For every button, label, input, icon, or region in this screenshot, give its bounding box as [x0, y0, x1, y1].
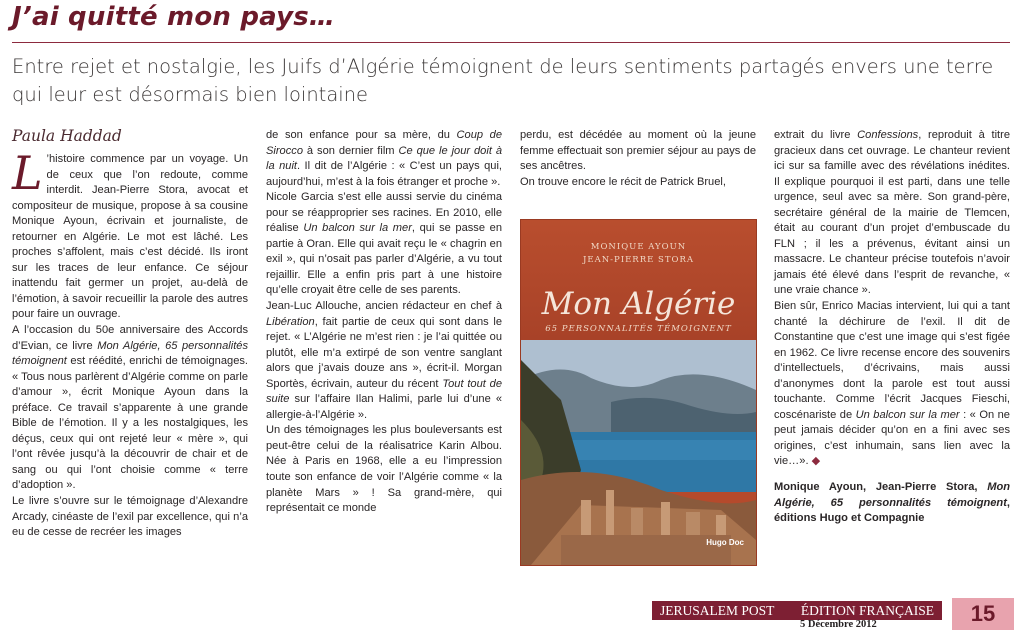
byline: Paula Haddad	[12, 127, 122, 145]
page-number: 15	[952, 598, 1014, 630]
paragraph: Un des témoignages les plus bouleversants est peut-être celui de la réalisatrice Karin Albou. Née à Paris en 1968, elle a eu l’impression toute son enfance de voir l’Algérie comme « la planète Mars » ! Sa grand-mère, qui représentait ce monde	[266, 424, 502, 515]
edition-name: ÉDITION FRANÇAISE	[800, 603, 934, 618]
cover-photo	[521, 340, 756, 565]
text: Nicole Garcia s’est elle aussi servie du cinéma pour se réapproprier ses racines. En 2010, elle réalise	[266, 191, 502, 235]
paragraph: perdu, est décédée au moment où la jeune femme effectuait son premier séjour au pays de ses ancêtres.	[520, 129, 756, 173]
article-column-3	[520, 128, 756, 190]
cover-author-2: JEAN-PIERRE STORA	[582, 255, 695, 265]
paper-name: JERUSALEM POST	[660, 603, 775, 618]
dropcap: L	[12, 146, 43, 200]
newspaper-title: Libération	[266, 315, 315, 328]
text: , reproduit à titre gracieux dans cet ouvrage. Le chanteur revient ici sur sa famille avec des révélations inédites. Il explique pourquoi il est parti, dans une telle urgence, seul avec sa mère. Son grand-père, secrétaire général de la mairie de Tlemcen, était au courant d’un projet d’embuscade du FLN ; il les a prévenus, évitant ainsi un massacre. Le chanteur précise toutefois n’avoir jamais été élevé dans l’esprit de revanche, « une vraie chance ».	[774, 129, 1011, 297]
book-credit	[774, 480, 1010, 527]
standfirst: Entre rejet et nostalgie, les Juifs d’Algérie témoignent de leurs sentiments partagés envers une terre qui leur est désormais bien lointaine	[12, 55, 994, 106]
book-cover	[521, 220, 756, 565]
text: , fait partie de ceux qui sont dans le rejet. « L’Algérie ne m’est rien : je l’ai quittée ou plutôt, elle m’a extirpé de son ventre sanglant alors que j’avais douze ans », écrit-il. Morgan Sportès, écrivain, auteur du récent	[266, 315, 502, 390]
film-title: Un balcon sur la mer	[855, 408, 960, 421]
text: Bien sûr, Enrico Macias intervient, lui qui a tant chanté la déchirure de l’exil. Il dit de Constantine que c’est une image qui s’est figée en 1962. Ce livre recense encore des souvenirs d’intellectuels, d’écrivains, mais aussi d’anonymes dont la parole est tout aussi touchante. Comme l’écrit Jacques Fieschi, coscénariste de	[774, 300, 1010, 421]
article-column-1	[12, 146, 248, 541]
book-title: Mon Algérie, 65 personnalités témoignent	[774, 481, 1010, 509]
book-title: Tout tout de suite	[266, 377, 502, 406]
footer-masthead	[652, 601, 942, 620]
article-column-2	[266, 128, 502, 517]
text: extrait du livre	[774, 129, 858, 141]
text: : « On ne peut jamais décider qu’on en a fini avec ses origines, c’est inhumain, sans lien avec la vie…».	[774, 408, 1010, 468]
text: . Il dit de l’Algérie : « C’est un pays qui, aujourd’hui, m’est à la fois étranger et proche ».	[266, 160, 503, 188]
cover-title: Mon Algérie	[541, 286, 736, 322]
text: est réédité, enrichi de témoignages. « Tous nous parlèrent d’Algérie comme on parle d’amour », écrit Monique Ayoun dans la préface. Ce travail s’apparente à une grande Bible de l’émotion. Il y a les nostalgiques, les déçus, ceux qui ont rejeté leur « mère », qui l’ont rêvée jusqu’à la découvrir de chair et de sang ou qui l’ont choisie comme « terre d’adoption ».	[12, 355, 248, 492]
cover-top-band	[521, 220, 756, 340]
footer-date: 5 Décembre 2012	[800, 619, 877, 630]
paragraph	[12, 323, 248, 494]
text: à son dernier film	[303, 144, 399, 157]
film-title: Ce que le jour doit à la nuit	[266, 144, 502, 173]
text: A l’occasion du 50e anniversaire des Accords d’Evian, ce livre	[12, 324, 248, 352]
cover-subtitle: 65 PERSONNALITÉS TÉMOIGNENT	[545, 324, 732, 334]
text: Jean-Luc Allouche, ancien rédacteur en chef à	[266, 300, 502, 313]
paragraph	[774, 128, 1010, 299]
film-title: Coup de Sirocco	[266, 129, 502, 157]
paragraph: On trouve encore le récit de Patrick Bruel,	[520, 175, 726, 188]
paragraph: Le livre s’ouvre sur le témoignage d’Alexandre Arcady, cinéaste de l’exil par excellence, qui n’a eu de cesse de recréer les images	[12, 495, 248, 539]
film-title: Un balcon sur la mer	[303, 222, 412, 235]
cover-publisher: Hugo Doc	[706, 538, 744, 547]
book-title: Confessions	[857, 129, 919, 141]
headline: J’ai quitté mon pays…	[12, 2, 336, 32]
paragraph	[12, 146, 248, 323]
text: , qui se passe en partie à Oran. Elle qui avait reçu le « chagrin en exil », qui n’osait pas parler d’Algérie, a vu tout rejaillir. Elle a enfin pris part à une histoire qu’elle croyait être celle de ses parents.	[266, 222, 503, 297]
text: ’histoire commence par un voyage. Un de ceux que l’on redoute, comme interdit. Jean-Pierre Stora, avocat et compositeur de musique, propose à sa cousine Monique Ayoun, écrivain et journaliste, de retourner en Algérie. Le mot est lâché. Les proches s’affolent, mais c’est décidé. Ils iront sur les traces de leur enfance. Ce séjour inattendu fait germer un projet, au-delà de l’émotion, à savoir recueillir la parole des autres pour faire un ouvrage.	[12, 153, 248, 321]
end-mark: ◆	[811, 455, 821, 468]
paragraph	[266, 128, 502, 190]
paragraph	[266, 299, 502, 423]
text: sur l’affaire Ilan Halimi, parle lui d’une « allergie-à-l’Algérie ».	[266, 393, 502, 421]
cover-author-1: MONIQUE AYOUN	[590, 242, 687, 252]
article-column-4	[774, 128, 1010, 527]
text: , éditions Hugo et Compagnie	[774, 496, 1010, 525]
text: de son enfance pour sa mère, du	[266, 129, 457, 141]
paragraph	[774, 299, 1010, 470]
book-title: Mon Algérie, 65 personnalités témoignent	[12, 339, 248, 368]
headline-rule	[12, 42, 1010, 43]
text: Monique Ayoun, Jean-Pierre Stora,	[774, 481, 988, 494]
paragraph	[266, 190, 502, 299]
